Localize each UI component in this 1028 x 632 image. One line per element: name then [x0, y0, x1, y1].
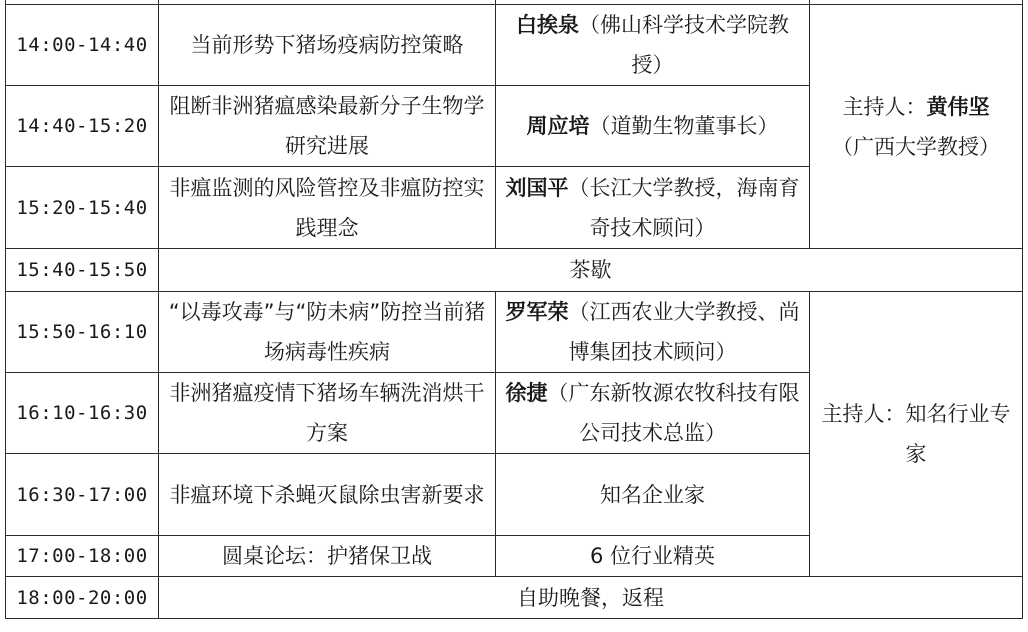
time-cell: 18:00-20:00 — [6, 577, 159, 619]
speaker-cell: 6 位行业精英 — [496, 536, 810, 577]
speaker-name: 徐捷 — [505, 381, 548, 405]
time-cell: 14:00-14:40 — [6, 5, 159, 86]
speaker-cell — [496, 292, 810, 373]
dinner-cell: 自助晚餐，返程 — [159, 577, 1023, 619]
speaker-desc: （江西农业大学教授、尚博集团技术顾问） — [568, 300, 800, 364]
host-name: 黄伟坚 — [926, 94, 990, 119]
topic-cell: 非洲猪瘟疫情下猪场车辆洗消烘干方案 — [159, 373, 496, 454]
speaker-cell — [496, 167, 810, 249]
speaker-desc: （道勤生物董事长） — [589, 114, 779, 138]
speaker-desc: （长江大学教授，海南育奇技术顾问） — [568, 175, 800, 240]
time-cell: 15:50-16:10 — [6, 292, 159, 373]
time-cell: 16:30-17:00 — [6, 454, 159, 536]
speaker-desc: （佛山科学技术学院教授） — [579, 13, 789, 77]
speaker-cell: 知名企业家 — [496, 454, 810, 536]
speaker-name: 刘国平 — [505, 175, 569, 200]
table-row — [6, 292, 1023, 373]
speaker-name: 罗军荣 — [505, 300, 569, 324]
time-cell: 14:40-15:20 — [6, 86, 159, 167]
speaker-name: 白挨泉 — [516, 13, 579, 37]
table-row — [6, 249, 1023, 292]
break-cell: 茶歇 — [159, 249, 1023, 292]
host-cell-2: 主持人：知名行业专家 — [810, 292, 1023, 577]
table-row — [6, 577, 1023, 619]
host-desc: （广西大学教授） — [832, 134, 1000, 159]
schedule-table — [5, 0, 1023, 619]
time-cell: 17:00-18:00 — [6, 536, 159, 577]
time-cell: 16:10-16:30 — [6, 373, 159, 454]
speaker-cell — [496, 5, 810, 86]
topic-cell: 当前形势下猪场疫病防控策略 — [159, 5, 496, 86]
topic-cell: “以毒攻毒”与“防未病”防控当前猪场病毒性疾病 — [159, 292, 496, 373]
topic-cell: 非瘟环境下杀蝇灭鼠除虫害新要求 — [159, 454, 496, 536]
speaker-name: 周应培 — [526, 114, 590, 138]
topic-cell: 阻断非洲猪瘟感染最新分子生物学研究进展 — [159, 86, 496, 167]
speaker-cell — [496, 86, 810, 167]
speaker-cell — [496, 373, 810, 454]
speaker-desc: （广东新牧源农牧科技有限公司技术总监） — [547, 381, 800, 445]
topic-cell: 非瘟监测的风险管控及非瘟防控实践理念 — [159, 167, 496, 249]
host-cell-1 — [810, 5, 1023, 249]
host-prefix: 主持人： — [842, 94, 927, 119]
time-cell: 15:20-15:40 — [6, 167, 159, 249]
time-cell: 15:40-15:50 — [6, 249, 159, 292]
table-row — [6, 5, 1023, 86]
topic-cell: 圆桌论坛：护猪保卫战 — [159, 536, 496, 577]
